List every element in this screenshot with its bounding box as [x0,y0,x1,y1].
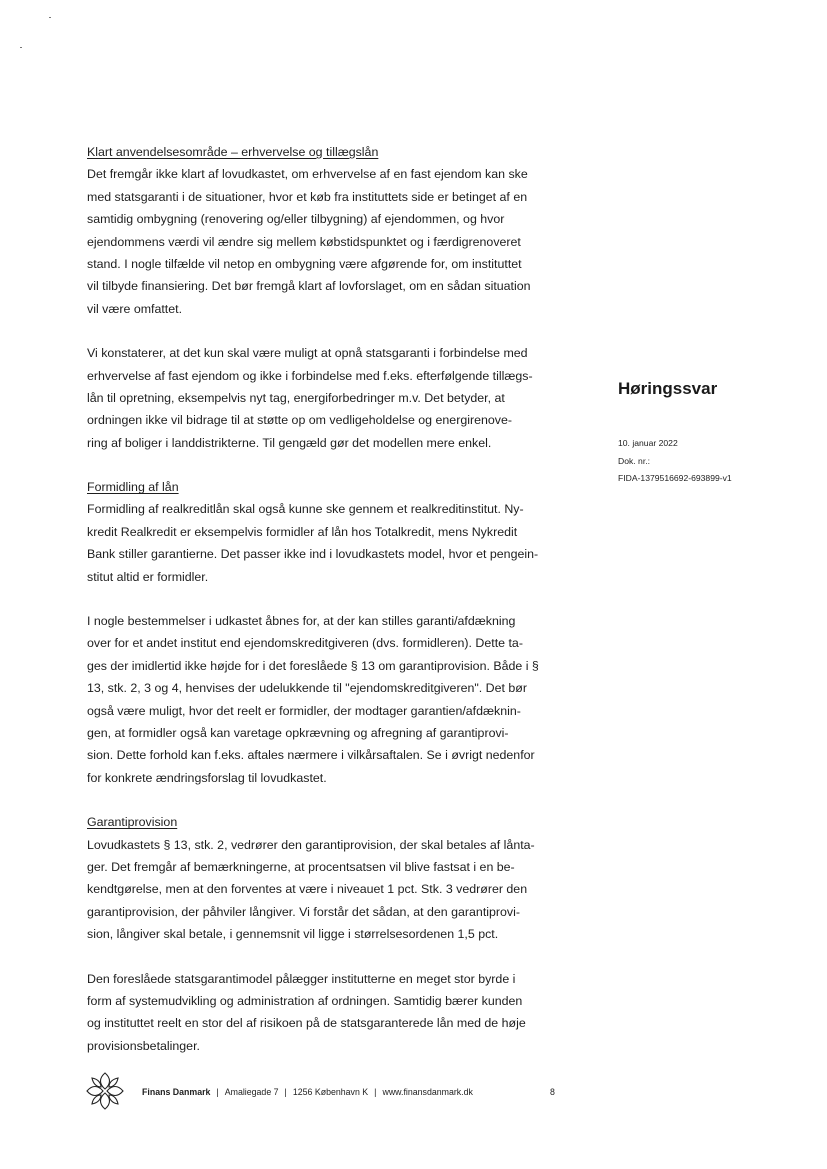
paragraph-line: 13, stk. 2, 3 og 4, henvises der udelukkende til "ejendomskreditgiveren". Det bør [87,681,527,696]
footer-website-link[interactable]: www.finansdanmark.dk [382,1087,473,1097]
document-date: 10. januar 2022 [618,438,678,448]
document-type-title: Høringssvar [618,379,718,398]
paragraph-line: og instituttet reelt en stor del af risikoen på de statsgaranterede lån med de høje [87,1016,526,1031]
paragraph-line: provisionsbetalinger. [87,1038,200,1053]
footer-separator: | [216,1087,219,1097]
paragraph-line: samtidig ombygning (renovering og/eller tilbygning) af ejendommen, og hvor [87,212,505,227]
paragraph-line: ordningen ikke vil bidrage til at støtte op om vedligeholdelse og energirenove- [87,413,512,428]
paragraph-line: gen, at formidler også kan varetage opkrævning og afregning af garantiprovi- [87,725,509,740]
paragraph-line: vil være omfattet. [87,301,183,316]
document-number-label: Dok. nr.: [618,455,650,466]
paragraph-line: stand. I nogle tilfælde vil netop en ombygning være afgørende for, om instituttet [87,256,522,271]
paragraph-line: sion, långiver skal betale, i gennemsnit vil ligge i størrelsesordenen 1,5 pct. [87,927,499,942]
paragraph-gap [87,454,559,476]
paragraph-line: over for et andet institut end ejendomskreditgiveren (dvs. formidleren). Dette ta- [87,636,523,651]
paragraph-line: Vi konstaterer, at det kun skal være muligt at opnå statsgaranti i forbindelse med [87,346,528,361]
page-footer [0,1060,827,1120]
paragraph [87,141,559,320]
page-number: 8 [550,1087,555,1097]
paragraph-line: kredit Realkredit er eksempelvis formidler af lån hos Totalkredit, mens Nykredit [87,524,518,539]
section-heading: Formidling af lån [87,480,179,495]
paragraph-line: I nogle bestemmelser i udkastet åbnes for, at der kan stilles garanti/afdækning [87,614,516,629]
paragraph-line: erhvervelse af fast ejendom og ikke i forbindelse med f.eks. efterfølgende tillægs- [87,368,533,383]
paragraph-line: Formidling af realkreditlån skal også kunne ske gennem et realkreditinstitut. Ny- [87,502,524,517]
paragraph-line: garantiprovision, der påhviler långiver. Vi forstår det sådan, at den garantiprovi- [87,904,521,919]
paragraph-gap [87,789,559,811]
paragraph [87,476,559,588]
paragraph-line: også være muligt, hvor det reelt er formidler, der modtager garantien/afdæknin- [87,703,521,718]
paragraph-line: kendtgørelse, men at den forventes at være i niveauet 1 pct. Stk. 3 vedrører den [87,882,528,897]
paragraph-gap [87,946,559,968]
paragraph [87,811,559,945]
footer-separator: | [284,1087,287,1097]
paragraph-line: Lovudkastets § 13, stk. 2, vedrører den garantiprovision, der skal betales af låntа- [87,837,535,852]
paragraph-line: sion. Dette forhold kan f.eks. aftales nærmere i vilkårsaftalen. Se i øvrigt nedenfor [87,748,535,763]
scan-speck [49,17,51,18]
paragraph-line: Den foreslåede statsgarantimodel pålægger institutterne en meget stor byrde i [87,971,516,986]
section-heading: Garantiprovision [87,815,178,830]
letter-body [87,141,559,1057]
paragraph-line: stitut altid er formidler. [87,569,209,584]
footer-street: Amaliegade 7 [224,1087,279,1097]
paragraph-line: for konkrete ændringsforslag til lovudkastet. [87,770,327,785]
paragraph-line: form af systemudvikling og administration af ordningen. Samtidig bærer kunden [87,993,523,1008]
paragraph-line: ger. Det fremgår af bemærkningerne, at procentsatsen vil blive fastsat i en be- [87,859,515,874]
paragraph-gap [87,588,559,610]
footer-brand: Finans Danmark [142,1087,211,1097]
paragraph [87,610,559,789]
paragraph [87,968,559,1058]
paragraph-line: ring af boliger i landdistrikterne. Til gengæld gør det modellen mere enkel. [87,435,492,450]
footer-address-line [142,1087,473,1097]
paragraph-line: lån til opretning, eksempelvis nyt tag, energiforbedringer m.v. Det betyder, at [87,390,505,405]
footer-separator: | [374,1087,377,1097]
paragraph-line: ges der imidlertid ikke højde for i det foreslåede § 13 om garantiprovision. Både i § [87,658,539,673]
document-number: FIDA-1379516692-693899-v1 [618,473,732,483]
scan-speck [20,47,22,48]
paragraph-line: vil tilbyde finansiering. Det bør fremgå klart af lovforslaget, om en sådan situation [87,279,531,294]
paragraph [87,342,559,454]
document-sidebar [618,379,732,488]
paragraph-line: Det fremgår ikke klart af lovudkastet, om erhvervelse af en fast ejendom kan ske [87,167,528,182]
footer-city: 1256 København K [292,1087,369,1097]
paragraph-line: ejendommens værdi vil ændre sig mellem købstidspunktet og i færdigrenoveret [87,234,521,249]
finans-danmark-logo-icon [84,1070,126,1112]
paragraph-line: Bank stiller garantierne. Det passer ikke ind i lovudkastets model, hvor et pengein- [87,547,539,562]
paragraph-gap [87,320,559,342]
section-heading: Klart anvendelsesområde – erhvervelse og tillægslån [87,145,379,159]
paragraph-line: med statsgaranti i de situationer, hvor et køb fra instituttets side er betinget af en [87,189,528,204]
